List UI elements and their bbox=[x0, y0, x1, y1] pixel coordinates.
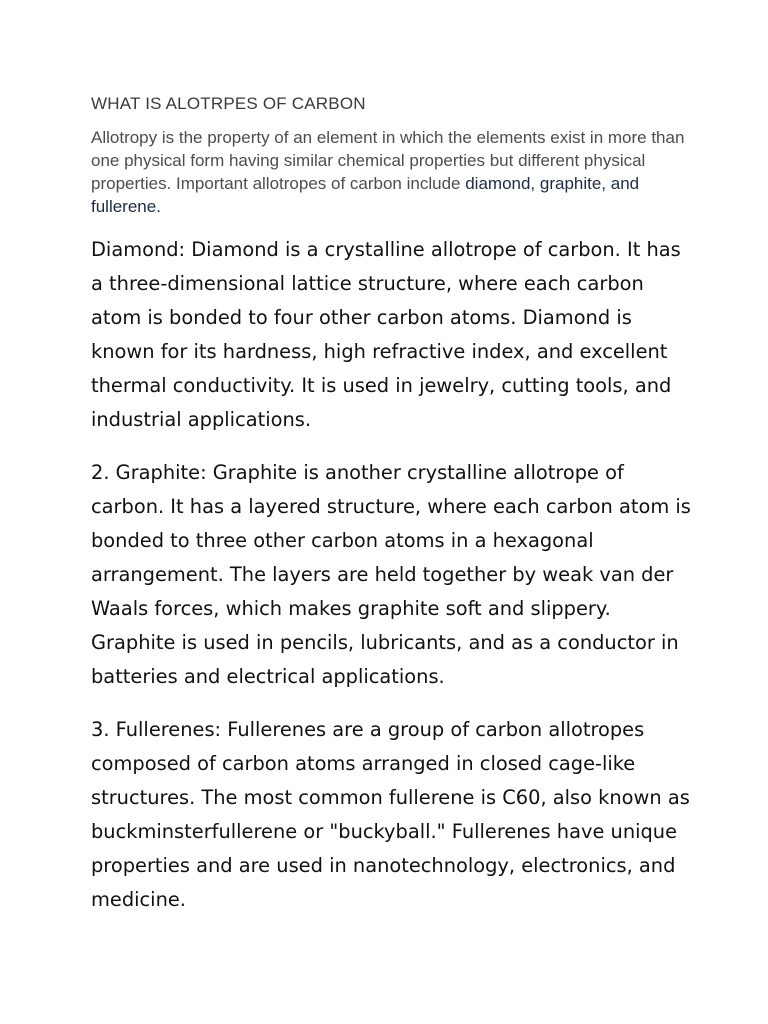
paragraph-diamond: Diamond: Diamond is a crystalline allotrope of carbon. It has a three-dimensional lattice structure, where each carbon atom is bonded to four other carbon atoms. Diamond is known for its hardness, high refractive index, and excellent thermal conductivity. It is used in jewelry, cutting tools, and industrial applications. bbox=[91, 238, 681, 431]
page-title: WHAT IS ALOTRPES OF CARBON bbox=[91, 94, 366, 113]
paragraph-fullerenes: 3. Fullerenes: Fullerenes are a group of carbon allotropes composed of carbon atoms arranged in closed cage-like structures. The most common fullerene is C60, also known as buckminsterfullerene or "buckyball." Fullerenes have unique properties and are used in nanotechnology, electronics, and medicine. bbox=[91, 718, 690, 911]
intro-paragraph bbox=[91, 126, 691, 218]
intro-highlight: diamond, graphite, and fullerene. bbox=[91, 174, 640, 216]
intro-text: Allotropy is the property of an element in which the elements exist in more than one physical form having similar chemical properties but different physical properties. Important allotropes of carbon include bbox=[91, 128, 685, 193]
paragraph-graphite: 2. Graphite: Graphite is another crystalline allotrope of carbon. It has a layered structure, where each carbon atom is bonded to three other carbon atoms in a hexagonal arrangement. The layers are held together by weak van der Waals forces, which makes graphite soft and slippery. Graphite is used in pencils, lubricants, and as a conductor in batteries and electrical applications. bbox=[91, 461, 691, 688]
